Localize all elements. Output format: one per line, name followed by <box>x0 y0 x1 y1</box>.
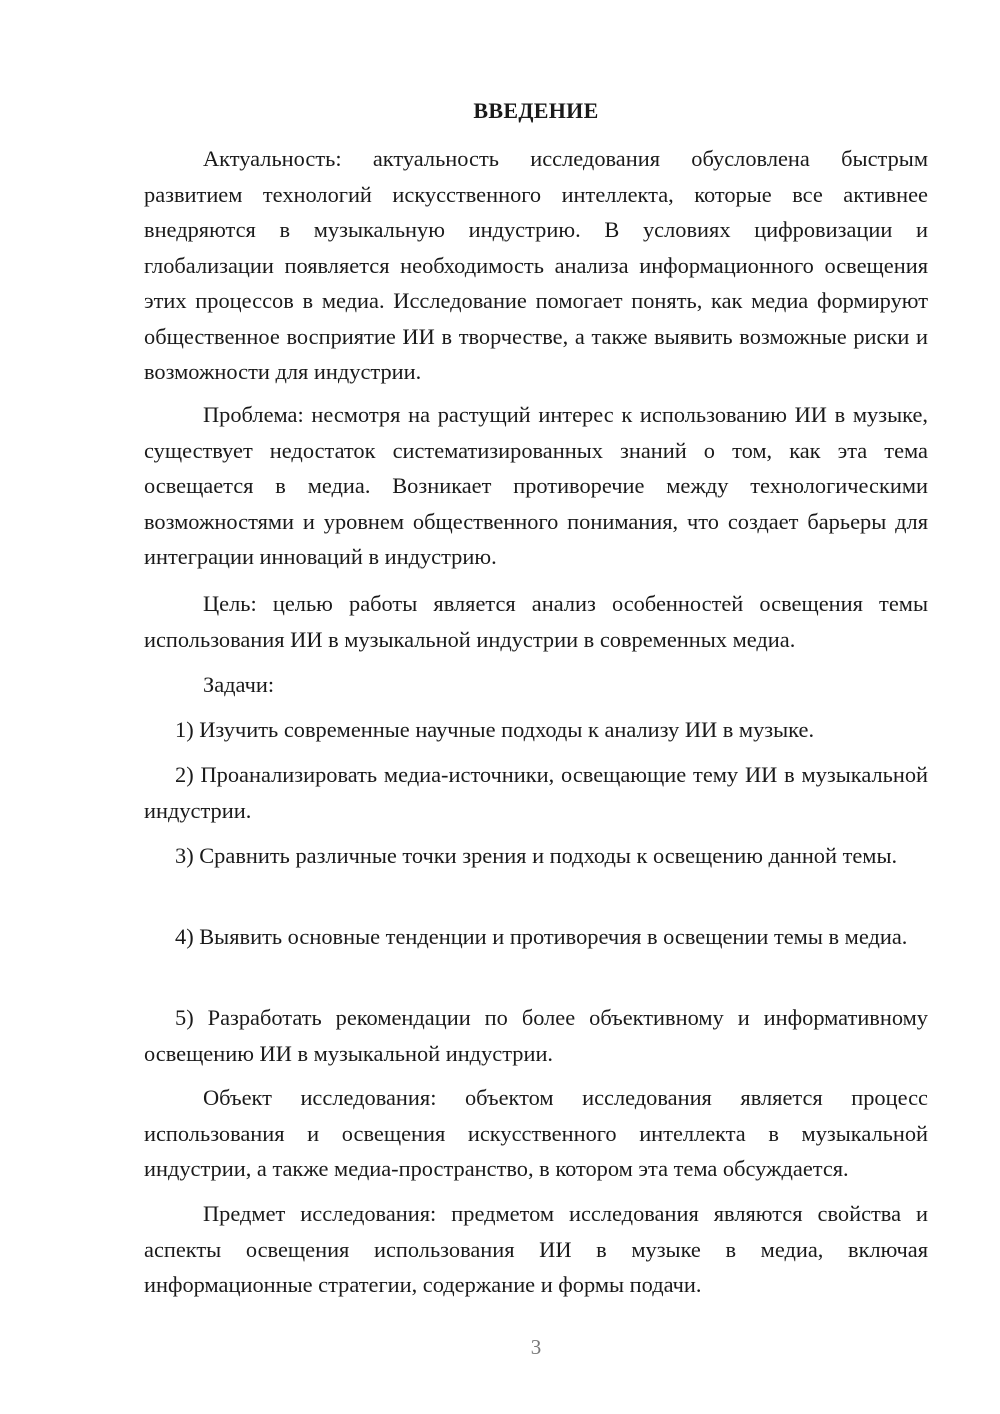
task-item-2: 2) Проанализировать медиа-источники, освещающие тему ИИ в музыкальной индустрии. <box>144 762 928 823</box>
tasks-label: Задачи: <box>203 672 275 697</box>
task-item-1: 1) Изучить современные научные подходы к анализу ИИ в музыке. <box>175 717 815 742</box>
subject-paragraph: Предмет исследования: предметом исследования являются свойства и аспекты освещения использования ИИ в музыке в медиа, включая информационные стратегии, содержание и формы подачи. <box>144 1201 928 1297</box>
relevance-paragraph: Актуальность: актуальность исследования обусловлена быстрым развитием технологий искусственного интеллекта, которые все активнее внедряются в музыкальную индустрию. В условиях цифровизации и глобализации появляется необходимость анализа информационного освещения этих процессов в медиа. Исследование помогает понять, как медиа формируют общественное восприятие ИИ в творчестве, а также выявить возможные риски и возможности для индустрии. <box>144 146 928 384</box>
task-item-4: 4) Выявить основные тенденции и противоречия в освещении темы в медиа. <box>175 924 908 949</box>
goal-paragraph: Цель: целью работы является анализ особенностей освещения темы использования ИИ в музыкальной индустрии в современных медиа. <box>144 591 928 652</box>
section-heading: ВВЕДЕНИЕ <box>473 98 599 123</box>
page-number: 3 <box>530 1335 542 1359</box>
document-page <box>144 0 928 1414</box>
problem-paragraph: Проблема: несмотря на растущий интерес к использованию ИИ в музыке, существует недостаток систематизированных знаний о том, как эта тема освещается в медиа. Возникает противоречие между технологическими возможностями и уровнем общественного понимания, что создает барьеры для интеграции инноваций в индустрию. <box>144 402 928 569</box>
task-item-3: 3) Сравнить различные точки зрения и подходы к освещению данной темы. <box>175 843 898 868</box>
task-item-5: 5) Разработать рекомендации по более объективному и информативному освещению ИИ в музыкальной индустрии. <box>144 1005 928 1066</box>
object-paragraph: Объект исследования: объектом исследования является процесс использования и освещения искусственного интеллекта в музыкальной индустрии, а также медиа-пространство, в котором эта тема обсуждается. <box>144 1085 928 1181</box>
